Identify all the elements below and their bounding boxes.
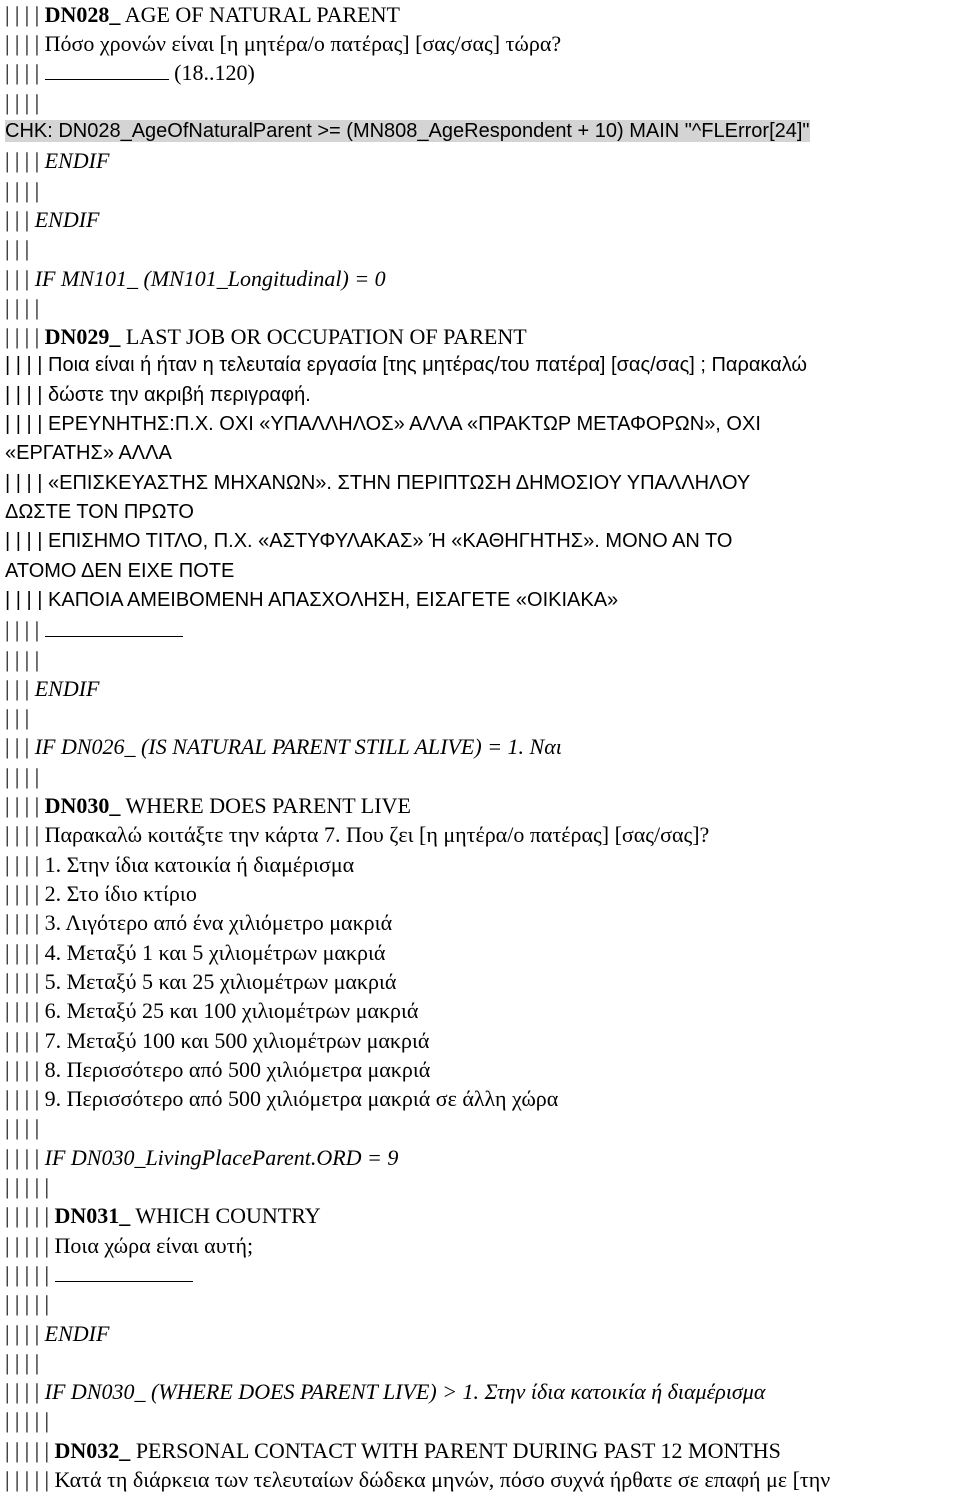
separator-line: | | | | | (5, 1291, 50, 1316)
endif-line: | | | | ENDIF (5, 1321, 110, 1346)
endif-line: | | | ENDIF (5, 676, 100, 701)
answer-range-line: | | | | (18..120) (5, 60, 255, 85)
question-text: | | | | Πόσο χρονών είναι [η μητέρα/ο πατέρας] [σας/σας] τώρα? (5, 31, 562, 56)
interviewer-instruction: | | | | ΕΠΙΣΗΜΟ ΤΙΤΛΟ, Π.Χ. «ΑΣΤΥΦΥΛΑΚΑΣ» Ή «ΚΑΘΗΓΗΤΗΣ». ΜΟΝΟ ΑΝ ΤΟ (5, 530, 733, 552)
if-condition: | | | | IF DN030_ (WHERE DOES PARENT LIVE) > 1. Στην ίδια κατοικία ή διαμέρισμα (5, 1379, 766, 1404)
if-condition: | | | | IF DN030_LivingPlaceParent.ORD = 9 (5, 1145, 399, 1170)
interviewer-instruction: | | | | «ΕΠΙΣΚΕΥΑΣΤΗΣ ΜΗΧΑΝΩΝ». ΣΤΗΝ ΠΕΡΙΠΤΩΣΗ ΔΗΜΟΣΙΟΥ ΥΠΑΛΛΗΛΟΥ (5, 472, 751, 494)
question-dn032-header: | | | | | DN032_ PERSONAL CONTACT WITH PARENT DURING PAST 12 MONTHS (5, 1438, 781, 1463)
answer-option: | | | | 4. Μεταξύ 1 και 5 χιλιομέτρων μακριά (5, 940, 386, 965)
if-condition: | | | IF MN101_ (MN101_Longitudinal) = 0 (5, 266, 386, 291)
separator-line: | | | | (5, 1115, 40, 1140)
answer-blank-line: | | | | | (5, 1260, 193, 1289)
separator-line: | | | | (5, 647, 40, 672)
question-text: | | | | | Ποια χώρα είναι αυτή; (5, 1233, 254, 1258)
answer-option: | | | | 3. Λιγότερο από ένα χιλιόμετρο μακριά (5, 910, 393, 935)
separator-line: | | | | | (5, 1408, 50, 1433)
answer-option: | | | | 8. Περισσότερο από 500 χιλιόμετρα μακριά (5, 1057, 431, 1082)
separator-line: | | | | (5, 764, 40, 789)
if-condition: | | | IF DN026_ (IS NATURAL PARENT STILL ALIVE) = 1. Ναι (5, 734, 562, 759)
answer-option: | | | | 6. Μεταξύ 25 και 100 χιλιομέτρων μακριά (5, 998, 419, 1023)
question-dn031-header: | | | | | DN031_ WHICH COUNTRY (5, 1203, 321, 1228)
question-text: | | | | Ποια είναι ή ήταν η τελευταία εργασία [της μητέρας/του πατέρα] [σας/σας] ; Παρακαλώ (5, 354, 808, 376)
answer-option: | | | | 7. Μεταξύ 100 και 500 χιλιομέτρων μακριά (5, 1028, 430, 1053)
question-id: DN029_ (44, 324, 121, 349)
answer-blank-line: | | | | (5, 615, 183, 644)
question-id: DN028_ (44, 2, 121, 27)
answer-option: | | | | 1. Στην ίδια κατοικία ή διαμέρισμα (5, 852, 355, 877)
endif-line: | | | ENDIF (5, 207, 100, 232)
check-statement: CHK: DN028_AgeOfNaturalParent >= (MN808_AgeRespondent + 10) MAIN "^FLError[24]" (5, 120, 810, 142)
answer-blank (45, 58, 169, 80)
interviewer-instruction: | | | | ΚΑΠΟΙΑ ΑΜΕΙΒΟΜΕΝΗ ΑΠΑΣΧΟΛΗΣΗ, ΕΙΣΑΓΕΤΕ «ΟΙΚΙΑΚΑ» (5, 589, 619, 611)
question-text: | | | | | Κατά τη διάρκεια των τελευταίων δώδεκα μηνών, πόσο συχνά ήρθατε σε επαφή με [την (5, 1467, 831, 1492)
separator-line: | | | (5, 705, 30, 730)
separator-line: | | | | (5, 178, 40, 203)
interviewer-instruction: | | | | ΕΡΕΥΝΗΤΗΣ:Π.Χ. ΟΧΙ «ΥΠΑΛΛΗΛΟΣ» ΑΛΛΑ «ΠΡΑΚΤΩΡ ΜΕΤΑΦΟΡΩΝ», ΟΧΙ (5, 413, 761, 435)
answer-option: | | | | 5. Μεταξύ 5 και 25 χιλιομέτρων μακριά (5, 969, 397, 994)
separator-line: | | | | (5, 90, 40, 115)
interviewer-instruction: ΔΩΣΤΕ ΤΟΝ ΠΡΩΤΟ (5, 501, 194, 523)
separator-line: | | | (5, 236, 30, 261)
question-text: | | | | δώστε την ακριβή περιγραφή. (5, 384, 311, 406)
interviewer-instruction: ΑΤΟΜΟ ΔΕΝ ΕΙΧΕ ΠΟΤΕ (5, 560, 235, 582)
answer-option: | | | | 2. Στο ίδιο κτίριο (5, 881, 197, 906)
question-id: DN030_ (44, 793, 121, 818)
answer-option: | | | | 9. Περισσότερο από 500 χιλιόμετρα μακριά σε άλλη χώρα (5, 1086, 559, 1111)
endif-line: | | | | ENDIF (5, 148, 110, 173)
question-dn030-header: | | | | DN030_ WHERE DOES PARENT LIVE (5, 793, 411, 818)
question-text: | | | | Παρακαλώ κοιτάξτε την κάρτα 7. Που ζει [η μητέρα/ο πατέρας] [σας/σας]? (5, 822, 710, 847)
separator-line: | | | | (5, 295, 40, 320)
question-id: DN032_ (54, 1438, 131, 1463)
interviewer-instruction: «ΕΡΓΑΤΗΣ» ΑΛΛΑ (5, 442, 172, 464)
question-dn029-header: | | | | DN029_ LAST JOB OR OCCUPATION OF PARENT (5, 324, 527, 349)
question-dn028-header: | | | | DN028_ AGE OF NATURAL PARENT (5, 2, 400, 27)
question-id: DN031_ (54, 1203, 131, 1228)
answer-blank (45, 615, 183, 637)
answer-blank (55, 1260, 193, 1282)
separator-line: | | | | | (5, 1174, 50, 1199)
separator-line: | | | | (5, 1350, 40, 1375)
